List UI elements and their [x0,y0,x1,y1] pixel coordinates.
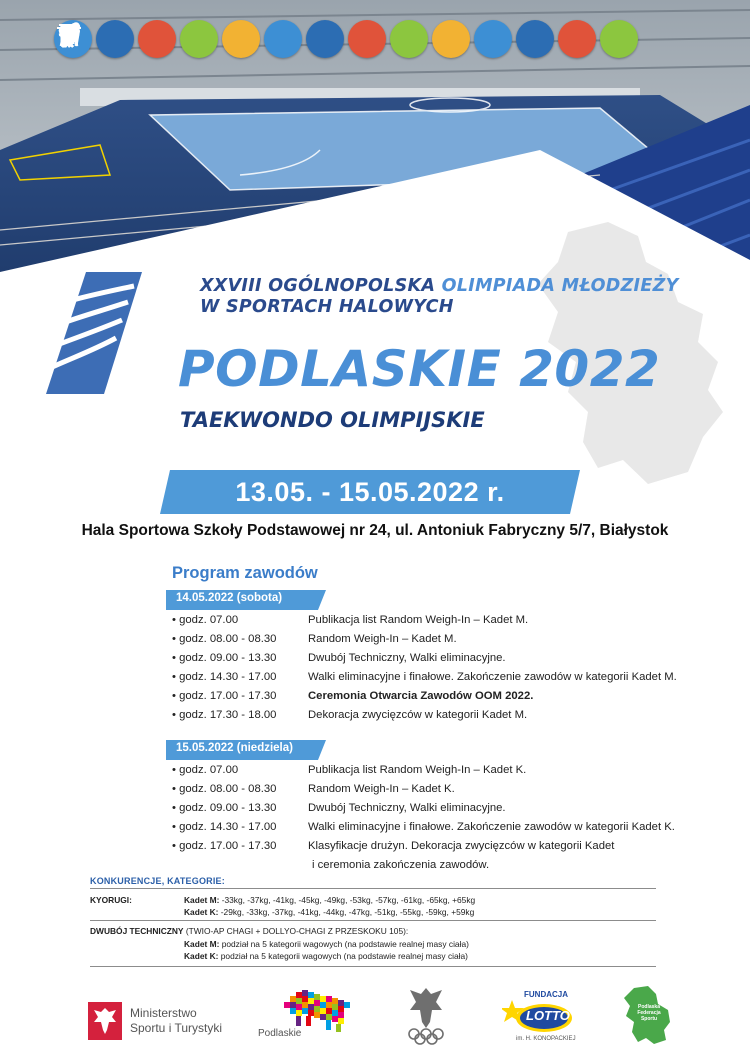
wrestling-icon [96,20,134,58]
dwuboj-note: (TWIO-AP CHAGI + DOLLYO-CHAGI Z PRZESKOKU 105): [185,926,409,936]
podlaska-federacja-logo [620,986,676,1046]
table-tennis-icon [390,20,428,58]
day-label: 14.05.2022 (sobota) [176,592,283,604]
competitions-title: KONKURENCJE, KATEGORIE: [90,876,225,886]
schedule-desc: i ceremonia zakończenia zawodów. [312,859,490,871]
schedule-row [172,709,732,728]
venue-address: Hala Sportowa Szkoły Podstawowej nr 24, ul. Antoniuk Fabryczny 5/7, Białystok [81,522,669,539]
schedule-row [172,690,732,709]
schedule-desc: Dwubój Techniczny, Walki eliminacyjne. [308,802,506,814]
schedule-time: • godz. 07.00 [172,764,239,776]
schedule-saturday [172,614,732,728]
schedule-desc: Random Weigh-In – Kadet M. [308,633,457,645]
volleyball-icon [138,20,176,58]
day-label: 15.05.2022 (niedziela) [176,742,293,754]
schedule-time: • godz. 17.00 - 17.30 [172,690,277,702]
handball-icon [222,20,260,58]
schedule-time: • godz. 09.00 - 13.30 [172,802,277,814]
fencing-icon [306,20,344,58]
schedule-desc: Dekoracja zwycięzców w kategorii Kadet M. [308,709,528,721]
schedule-row [172,840,732,859]
kyorugi-m-label: Kadet M: [184,895,220,905]
dwuboj-line [90,926,408,936]
podlaskie-logo [258,988,358,1048]
schedule-desc: Walki eliminacyjne i finałowe. Zakończenie zawodów w kategorii Kadet K. [308,821,675,833]
federation-label: Podlaska Federacja Sportu [637,1004,661,1022]
kyorugi-label [90,895,132,905]
bison-mosaic-icon [280,988,376,1032]
ministry-line1: Ministerstwo [130,1006,197,1020]
lotto-label: LOTTO [526,1008,570,1023]
schedule-time: • godz. 08.00 - 08.30 [172,633,277,645]
kyorugi-m-line [184,895,475,905]
schedule-row [172,821,732,840]
weightlifting-icon [180,20,218,58]
bridge-icon [474,20,512,58]
schedule-desc: Klasyfikacje drużyn. Dekoracja zwycięzców w kategorii Kadet [308,840,615,852]
dwuboj-k-values: podział na 5 kategorii wagowych (na podstawie realnej masy ciała) [220,951,468,961]
kyorugi-label-text: KYORUGI: [90,895,132,905]
divider [90,920,656,921]
basketball-icon [600,20,638,58]
date-band [160,470,580,514]
olympiad-title-line2: W SPORTACH HALOWYCH [200,297,454,317]
schedule-row-continuation [172,859,732,877]
schedule-time: • godz. 17.00 - 17.30 [172,840,277,852]
schedule-desc: Dwubój Techniczny, Walki eliminacyjne. [308,652,506,664]
olympiad-title-part-b: OLIMPIADA MŁODZIEŻY [441,276,679,296]
podlaskie-label: Podlaskie [258,1028,302,1039]
divider [90,966,656,967]
event-dates: 13.05. - 15.05.2022 r. [235,476,505,507]
badminton-icon [432,20,470,58]
schedule-desc: Publikacja list Random Weigh-In – Kadet K. [308,764,527,776]
dwuboj-label: DWUBÓJ TECHNICZNY [90,926,184,936]
schedule-desc: Random Weigh-In – Kadet K. [308,783,455,795]
kyorugi-m-values: -33kg, -37kg, -41kg, -45kg, -49kg, -53kg, -57kg, -61kg, -65kg, +65kg [221,895,476,905]
ministry-logo [88,1002,238,1042]
schedule-row [172,633,732,652]
olympiad-title-part-a: XXVIII OGÓLNOPOLSKA [200,276,436,296]
oom-logo [46,272,142,394]
schedule-desc: Publikacja list Random Weigh-In – Kadet M. [308,614,529,626]
schedule-row [172,614,732,633]
olympic-eagle-icon [402,982,450,1046]
schedule-time: • godz. 17.30 - 18.00 [172,709,277,721]
schedule-time: • godz. 14.30 - 17.00 [172,671,277,683]
fundacja-label: FUNDACJA [524,990,568,999]
kyorugi-k-line [184,907,474,917]
polish-eagle-icon [88,1002,122,1040]
schedule-sunday [172,764,732,877]
judo-icon [264,20,302,58]
lotto-sub-label: im. H. KONOPACKIEJ [516,1036,576,1042]
schedule-time: • godz. 07.00 [172,614,239,626]
schedule-row [172,783,732,802]
dwuboj-m-line [184,939,469,949]
dwuboj-m-values: podział na 5 kategorii wagowych (na podstawie realnej masy ciała) [221,939,469,949]
schedule-desc: Walki eliminacyjne i finałowe. Zakończenie zawodów w kategorii Kadet M. [308,671,677,683]
schedule-time: • godz. 08.00 - 08.30 [172,783,277,795]
schedule-time: • godz. 09.00 - 13.30 [172,652,277,664]
gymnastics-icon [516,20,554,58]
schedule-row [172,652,732,671]
chess-icon [348,20,386,58]
schedule-row [172,802,732,821]
olympic-committee-logo [402,982,450,1046]
dwuboj-k-line [184,951,468,961]
discipline-title: TAEKWONDO OLIMPIJSKIE [180,408,485,432]
taekwondo-icon [558,20,596,58]
schedule-row [172,764,732,783]
day-tab-sunday [166,740,326,760]
olympiad-title-line1 [200,276,679,296]
program-title: Program zawodów [172,564,318,582]
kyorugi-k-values: -29kg, -33kg, -37kg, -41kg, -44kg, -47kg, -51kg, -55kg, -59kg, +59kg [220,907,475,917]
schedule-time: • godz. 14.30 - 17.00 [172,821,277,833]
lotto-foundation-logo [502,990,576,1046]
day-tab-saturday [166,590,326,610]
schedule-row [172,671,732,690]
dwuboj-k-label: Kadet K: [184,951,219,961]
schedule-desc: Ceremonia Otwarcia Zawodów OOM 2022. [308,690,534,702]
divider [90,888,656,889]
sport-icons-row [54,20,638,60]
event-title: PODLASKIE 2022 [178,340,661,398]
dwuboj-m-label: Kadet M: [184,939,220,949]
kyorugi-k-label: Kadet K: [184,907,219,917]
ministry-line2: Sportu i Turystyki [130,1021,223,1035]
